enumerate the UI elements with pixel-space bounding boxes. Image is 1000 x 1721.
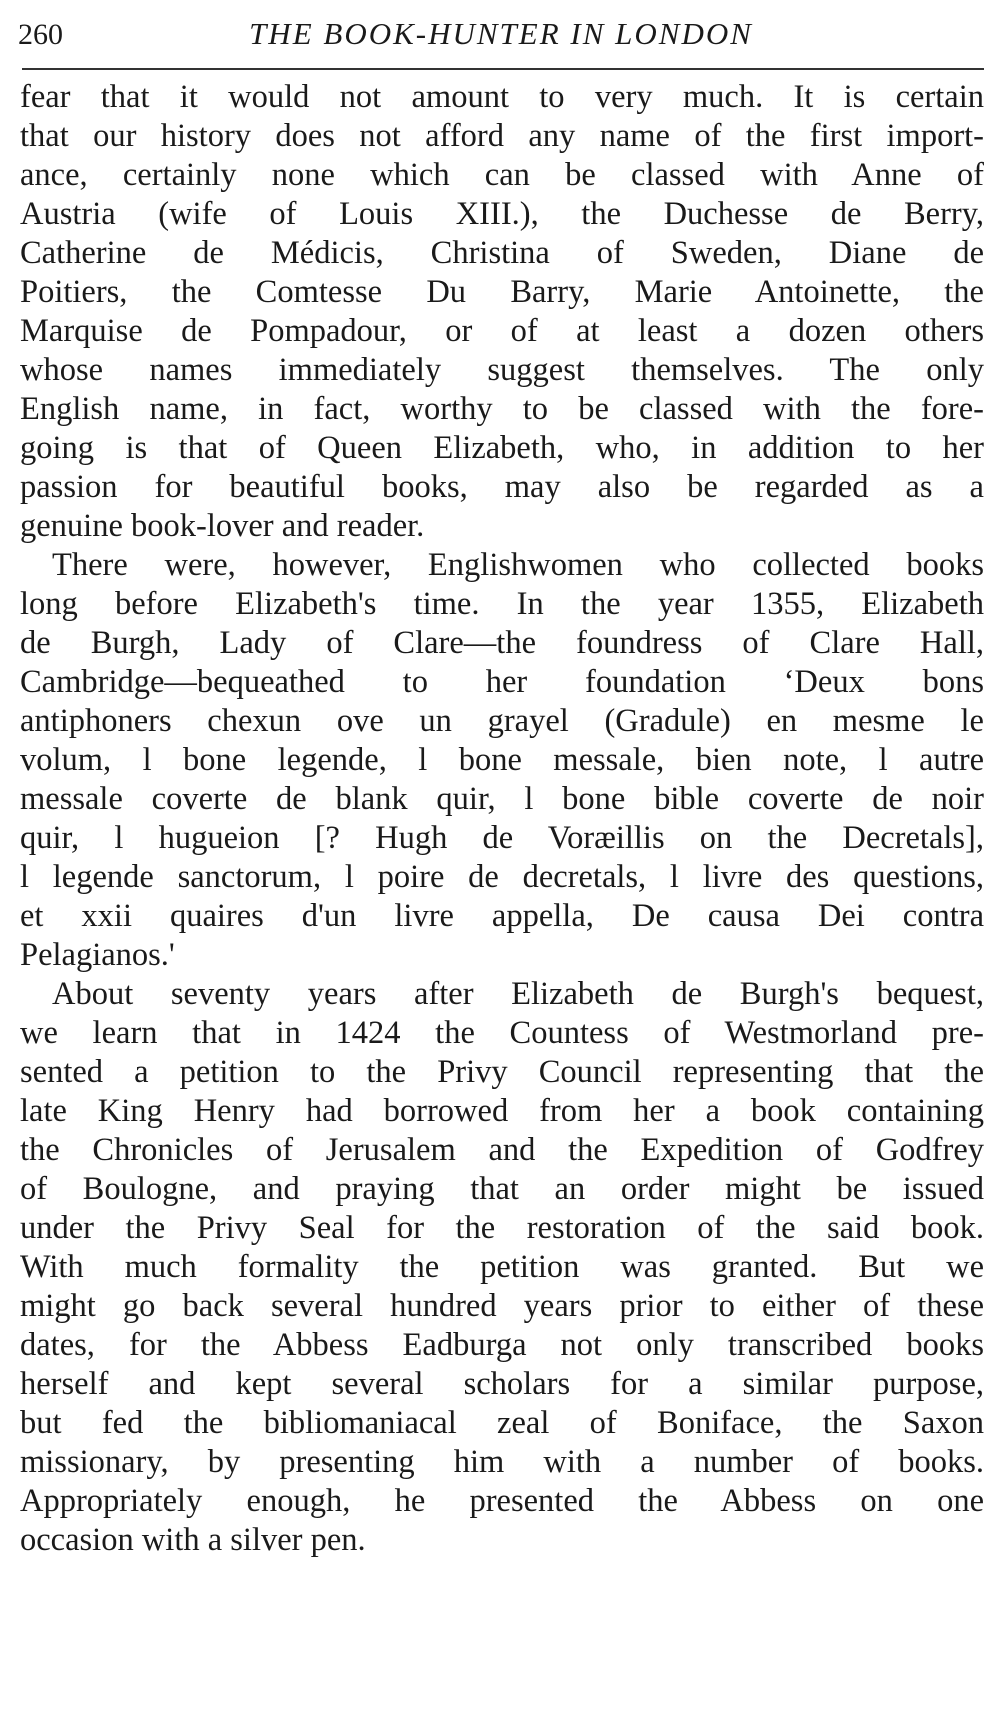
- text-line: going is that of Queen Elizabeth, who, in addition to her: [20, 430, 984, 466]
- text-line: Pelagianos.': [20, 937, 175, 973]
- running-head: [18, 14, 984, 54]
- running-title: THE BOOK-HUNTER IN LONDON: [249, 16, 753, 51]
- text-line: et xxii quaires d'un livre appella, De causa Dei contra: [20, 898, 984, 934]
- text-line: herself and kept several scholars for a similar purpose,: [20, 1366, 984, 1402]
- text-line: but fed the bibliomaniacal zeal of Boniface, the Saxon: [20, 1405, 984, 1441]
- text-line: Cambridge—bequeathed to her foundation ‘Deux bons: [20, 664, 984, 700]
- text-line: Austria (wife of Louis XIII.), the Duchesse de Berry,: [20, 196, 984, 232]
- text-line: we learn that in 1424 the Countess of Westmorland pre-: [20, 1015, 984, 1051]
- page-number: 260: [18, 18, 63, 51]
- text-line: l legende sanctorum, l poire de decretals, l livre des questions,: [20, 859, 984, 895]
- text-line: missionary, by presenting him with a number of books.: [20, 1444, 984, 1480]
- header-rule: [22, 68, 984, 70]
- text-line: de Burgh, Lady of Clare—the foundress of Clare Hall,: [20, 625, 984, 661]
- text-line: late King Henry had borrowed from her a book containing: [20, 1093, 984, 1129]
- paragraph-2: [20, 546, 984, 975]
- text-line: antiphoners chexun ove un grayel (Gradule) en mesme le: [20, 703, 984, 739]
- paragraph-3: [20, 975, 984, 1560]
- text-line: whose names immediately suggest themselves. The only: [20, 352, 984, 388]
- text-line: volum, l bone legende, l bone messale, bien note, l autre: [20, 742, 984, 778]
- text-line: Marquise de Pompadour, or of at least a dozen others: [20, 313, 984, 349]
- text-line: that our history does not afford any name of the first import-: [20, 118, 984, 154]
- text-line: messale coverte de blank quir, l bone bible coverte de noir: [20, 781, 984, 817]
- paragraph-1: [20, 78, 984, 546]
- text-line: quir, l hugueion [? Hugh de Voræillis on the Decretals],: [20, 820, 984, 856]
- body-text: [20, 78, 984, 1560]
- text-line: Poitiers, the Comtesse Du Barry, Marie Antoinette, the: [20, 274, 984, 310]
- text-line: Appropriately enough, he presented the Abbess on one: [20, 1483, 984, 1519]
- text-line: occasion with a silver pen.: [20, 1522, 366, 1558]
- text-line: fear that it would not amount to very much. It is certain: [20, 79, 984, 115]
- text-line: English name, in fact, worthy to be classed with the fore-: [20, 391, 984, 427]
- text-line: With much formality the petition was granted. But we: [20, 1249, 984, 1285]
- text-line: genuine book-lover and reader.: [20, 508, 425, 544]
- text-line: passion for beautiful books, may also be regarded as a: [20, 469, 984, 505]
- text-line: ance, certainly none which can be classed with Anne of: [20, 157, 984, 193]
- text-line: There were, however, Englishwomen who collected books: [52, 547, 984, 583]
- text-line: sented a petition to the Privy Council representing that the: [20, 1054, 984, 1090]
- text-line: About seventy years after Elizabeth de Burgh's bequest,: [52, 976, 984, 1012]
- text-line: might go back several hundred years prior to either of these: [20, 1288, 984, 1324]
- text-line: dates, for the Abbess Eadburga not only transcribed books: [20, 1327, 984, 1363]
- text-line: under the Privy Seal for the restoration of the said book.: [20, 1210, 984, 1246]
- text-line: long before Elizabeth's time. In the year 1355, Elizabeth: [20, 586, 984, 622]
- text-line: the Chronicles of Jerusalem and the Expedition of Godfrey: [20, 1132, 984, 1168]
- text-line: Catherine de Médicis, Christina of Sweden, Diane de: [20, 235, 984, 271]
- text-line: of Boulogne, and praying that an order might be issued: [20, 1171, 984, 1207]
